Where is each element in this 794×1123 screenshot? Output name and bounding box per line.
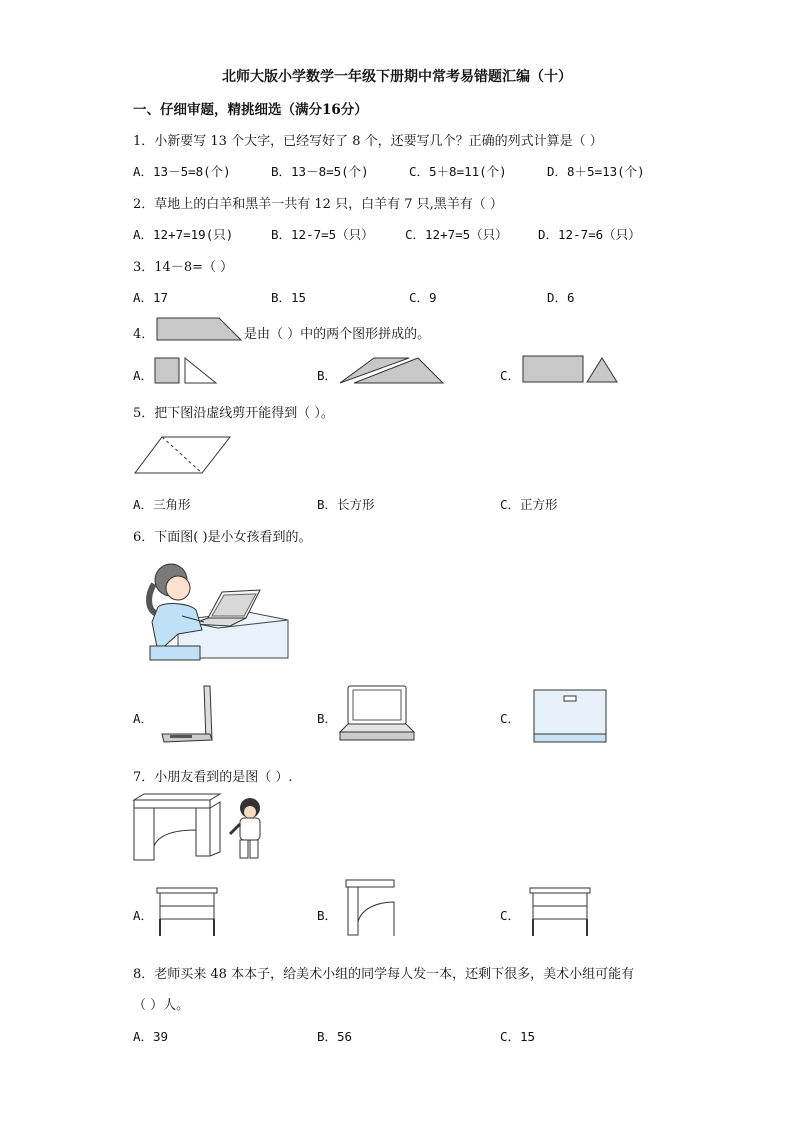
section-heading: 一、仔细审题，精挑细选（满分16分） <box>133 102 368 118</box>
question-4: 是由（ ）中的两个图形拼成的。 <box>244 327 431 342</box>
q7-option-c[interactable]: C． <box>500 908 521 923</box>
parallelogram-figure <box>134 436 232 474</box>
question-8: 8．老师买来 48 本本子，给美术小组的同学每人发一本，还剩下很多，美术小组可能有 <box>133 967 635 982</box>
q2-option-d[interactable]: D．12-7=6（只） <box>538 227 641 242</box>
page-title: 北师大版小学数学一年级下册期中常考易错题汇编（十） <box>222 69 572 85</box>
question-1: 1．小新要写 13 个大字，已经写好了 8 个，还要写几个？正确的列式计算是（ ） <box>133 134 603 149</box>
q2-option-c[interactable]: C．12+7=5（只） <box>405 227 508 242</box>
question-6: 6．下面图( )是小女孩看到的。 <box>133 530 312 545</box>
question-3: 3．14－8=（ ） <box>133 260 234 275</box>
q7-option-b[interactable]: B． <box>317 908 338 923</box>
q5-option-b[interactable]: B．长方形 <box>317 497 375 512</box>
q8-option-a[interactable]: A．39 <box>133 1029 169 1044</box>
question-4-number: 4． <box>133 327 155 342</box>
q4-a-square-triangle-icon <box>155 358 219 384</box>
girl-at-laptop-illustration <box>138 562 290 660</box>
q3-option-d[interactable]: D．6 <box>547 290 575 305</box>
q1-option-b[interactable]: B．13－8=5(个) <box>271 164 369 179</box>
question-7: 7．小朋友看到的是图（ ）. <box>133 770 293 785</box>
question-2: 2．草地上的白羊和黑羊一共有 12 只，白羊有 7 只,黑羊有（ ） <box>133 197 503 212</box>
question-5: 5．把下图沿虚线剪开能得到（ ）。 <box>133 406 334 421</box>
q6-option-b[interactable]: B． <box>317 711 338 726</box>
laptop-side-view-icon <box>160 684 216 744</box>
q6-option-a[interactable]: A． <box>133 711 154 726</box>
desk-side-view-icon <box>346 880 398 938</box>
q4-option-b[interactable]: B． <box>317 368 338 383</box>
q1-option-d[interactable]: D．8＋5=13(个) <box>547 164 645 179</box>
q3-option-b[interactable]: B．15 <box>271 290 307 305</box>
q4-c-rect-triangle-icon <box>523 356 619 384</box>
q2-option-b[interactable]: B．12-7=5（只） <box>271 227 374 242</box>
child-and-desk-illustration <box>132 794 272 864</box>
trapezoid-figure <box>157 318 241 342</box>
q5-option-a[interactable]: A．三角形 <box>133 497 191 512</box>
desk-front-view-icon <box>157 888 219 938</box>
question-8-line-2: （ ）人。 <box>133 998 190 1013</box>
laptop-front-view-icon <box>338 684 416 744</box>
q8-option-b[interactable]: B．56 <box>317 1029 353 1044</box>
laptop-back-view-icon <box>532 688 608 744</box>
q5-option-c[interactable]: C．正方形 <box>500 497 558 512</box>
q8-option-c[interactable]: C．15 <box>500 1029 536 1044</box>
q1-option-c[interactable]: C．5＋8=11(个) <box>409 164 507 179</box>
q4-option-a[interactable]: A． <box>133 368 154 383</box>
q2-option-a[interactable]: A．12+7=19(只) <box>133 227 234 242</box>
q3-option-c[interactable]: C．9 <box>409 290 437 305</box>
q3-option-a[interactable]: A．17 <box>133 290 169 305</box>
q7-option-a[interactable]: A． <box>133 908 154 923</box>
q4-b-two-triangles-icon <box>340 358 446 384</box>
q1-option-a[interactable]: A．13－5=8(个) <box>133 164 231 179</box>
desk-back-view-icon <box>530 888 592 938</box>
q6-option-c[interactable]: C． <box>500 711 521 726</box>
q4-option-c[interactable]: C． <box>500 368 521 383</box>
